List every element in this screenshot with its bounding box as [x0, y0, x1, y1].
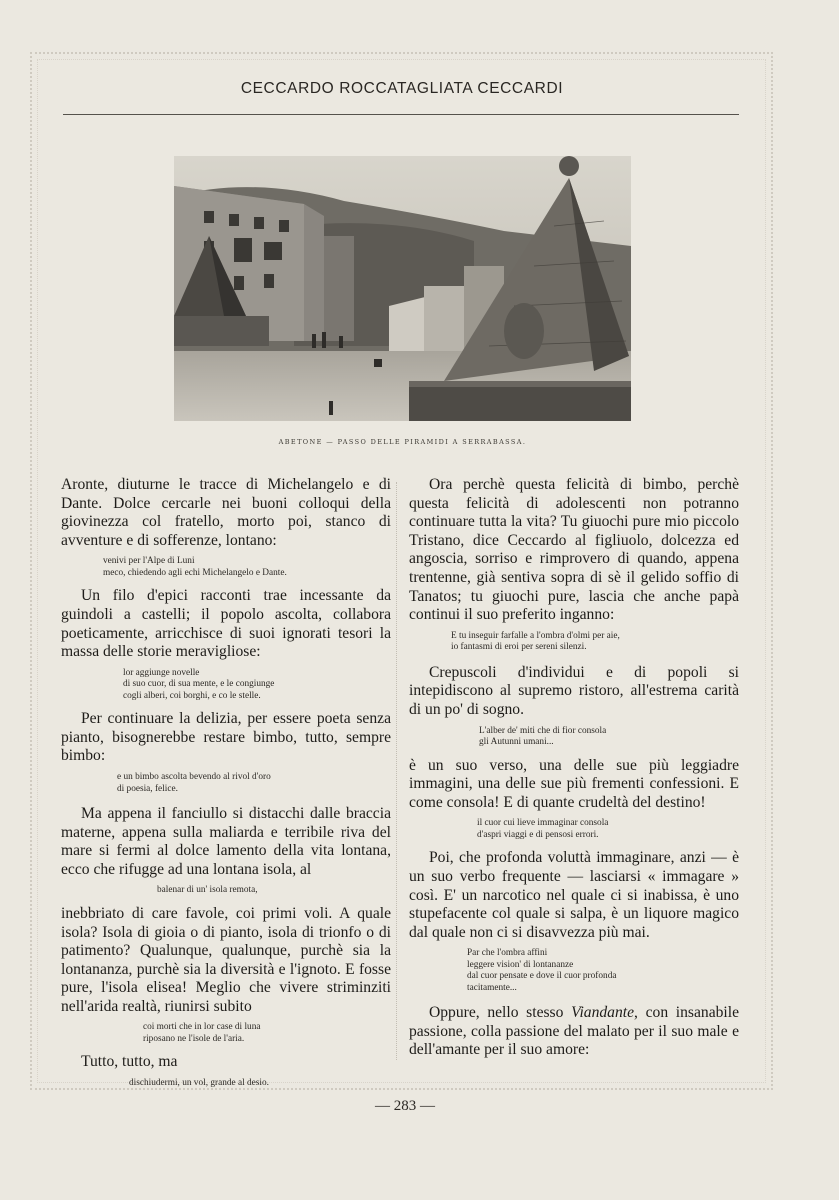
verse-line: venivi per l'Alpe di Luni: [103, 556, 195, 567]
header-rule: [63, 114, 739, 115]
paragraph: [409, 1004, 739, 1060]
verse-line: cogli alberi, coi borghi, e co le stelle.: [123, 690, 261, 701]
paragraph: Per continuare la delizia, per essere poeta senza pianto, bisognerebbe restare bimbo, tutto, sempre bimbo:: [61, 710, 391, 765]
running-head: CECCARDO ROCCATAGLIATA CECCARDI: [240, 80, 564, 97]
verse-line: coi morti che in lor case di luna: [143, 1022, 261, 1033]
verse-line: L'alber de' miti che di fior consola: [479, 725, 607, 736]
paragraph: Crepuscoli d'individui e di popoli si intepidiscono al supremo ristoro, all'estrema carità di un po' di sogno.: [409, 663, 739, 718]
italic-title: Viandante: [571, 1004, 635, 1022]
verse-quote: [61, 668, 391, 703]
column-divider: [396, 482, 397, 1060]
verse-line: tacitamente...: [467, 982, 517, 993]
page-number: — 283 —: [375, 1098, 435, 1114]
paragraph: Ora perchè questa felicità di bimbo, perchè questa felicità di adolescenti non potranno continuare tutta la vita? Tu giuochi pure mio piccolo Tristano, dice Ceccardo al figliuolo, dolcezza ed angoscia, sorriso e rimprovero di quando, appena trentenne, già sentiva sopra di sè il gelido soffio di Tanatos; tu giuochi pure, lascia che anche papà continui il suo preferito inganno:: [409, 476, 739, 624]
right-column: [409, 476, 739, 1060]
verse-line: io fantasmi di eroi per sereni silenzi.: [451, 642, 587, 653]
verse-line: d'aspri viaggi e di pensosi errori.: [477, 829, 599, 840]
paragraph: Un filo d'epici racconti trae incessante da guindoli a castelli; il popolo ascolta, collabora poeticamente, arricchisce di suoi ignorati tesori la massa delle storie meravigliose:: [61, 587, 391, 661]
verse-quote: [61, 1078, 391, 1090]
paragraph: Ma appena il fanciullo si distacchi dalle braccia materne, appena sulla maliarda e terribile riva del mare si fermi al dolce lamento della vita lontana, ecco che rifugge ad una lontana isola, al: [61, 805, 391, 878]
verse-quote: [61, 772, 391, 795]
left-column: [61, 476, 391, 1098]
paragraph: Aronte, diuturne le tracce di Michelangelo e di Dante. Dolce cercarle nei buoni colloqui della giovinezza col fratello, morto poi, stanco di avventure e di sofferenze, lontano:: [61, 476, 391, 549]
verse-quote: [61, 1022, 391, 1045]
verse-quote: [409, 818, 739, 841]
verse-line: e un bimbo ascolta bevendo al rivol d'oro: [117, 772, 271, 783]
verse-quote: [61, 556, 391, 579]
photograph: [174, 156, 631, 421]
verse-quote: [409, 726, 739, 749]
paragraph: Poi, che profonda voluttà immaginare, anzi — è un suo verbo frequente — lasciarsi « immagare » così. E' un narcotico nel quale ci si inabissa, è uno stupefacente col quale si salpa, è un liquore magico dal quale non ci si disavvezza più mai.: [409, 849, 739, 941]
verse-line: dischiudermi, un vol, grande al desio.: [129, 1078, 269, 1089]
verse-quote: [409, 948, 739, 994]
verse-line: leggere vision' di lontananze: [467, 959, 574, 970]
figure-caption: ABETONE — PASSO DELLE PIRAMIDI A SERRABASSA.: [278, 438, 527, 446]
verse-quote: [61, 885, 391, 897]
text-run: , con insanabile passione, colla passione del malato per il suo male e dell'amante per il suo amore:: [409, 1004, 740, 1059]
paragraph: è un suo verso, una delle sue più leggiadre immagini, una delle sue più frementi confessioni. E come consola! E di quante crudeltà del destino!: [409, 756, 739, 811]
text-run: Oppure, nello stesso: [429, 1004, 572, 1022]
verse-line: gli Autunni umani...: [479, 737, 554, 748]
verse-line: il cuor cui lieve immaginar consola: [477, 818, 609, 829]
verse-line: meco, chiedendo agli echi Michelangelo e Dante.: [103, 567, 287, 578]
verse-line: riposano ne l'isole de l'aria.: [143, 1033, 245, 1044]
verse-quote: [409, 631, 739, 654]
verse-line: di suo cuor, di sua mente, e le congiunge: [123, 679, 275, 690]
paragraph: inebbriato di care favole, coi primi voli. A quale isola? Isola di gioia o di pianto, isola di trionfo o di patimento? Qualunque, qualunque, purchè sia la lontananza, purchè sia la diversità e l'ignoto. E fosse pure, l'isola elisea! Meglio che vivere striminziti nell'arida realtà, riunirsi subito: [61, 904, 391, 1015]
verse-line: di poesia, felice.: [117, 783, 178, 794]
verse-line: lor aggiunge novelle: [123, 667, 200, 678]
verse-line: dal cuor pensate e dove il cuor profonda: [467, 971, 617, 982]
verse-line: E tu inseguir farfalle a l'ombra d'olmi per aie,: [451, 630, 620, 641]
paragraph: Tutto, tutto, ma: [81, 1053, 178, 1071]
verse-line: balenar di un' isola remota,: [157, 885, 258, 896]
verse-line: Par che l'ombra affini: [467, 948, 548, 959]
